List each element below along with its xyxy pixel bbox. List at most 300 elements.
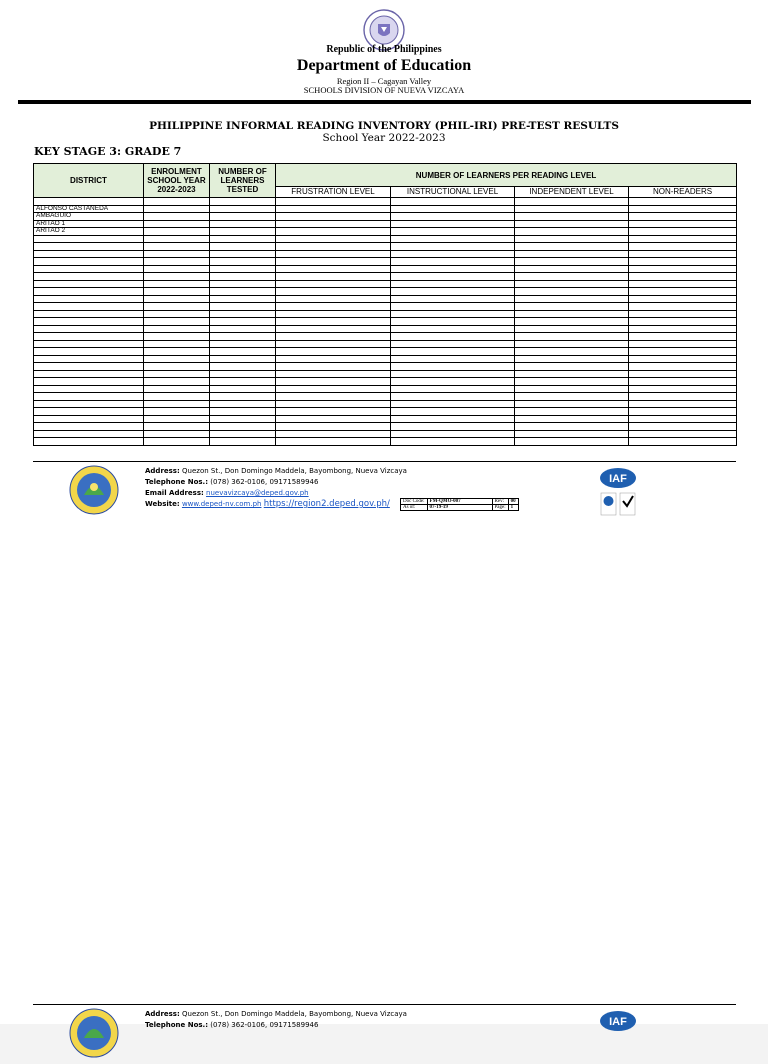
data-cell [210,348,276,356]
data-cell [144,243,210,251]
district-cell [34,348,144,356]
data-cell [391,258,515,266]
district-cell [34,288,144,296]
iaf-text: IAF [609,473,627,485]
district-cell: ARITAO 2 [34,228,144,236]
data-cell [391,423,515,431]
data-cell [210,325,276,333]
table-row [34,310,737,318]
table-row [34,280,737,288]
data-cell [210,340,276,348]
doc-code-table [400,498,519,511]
data-cell [515,198,629,206]
enrolment-header-line: SCHOOL YEAR [147,176,206,185]
district-cell: ALFONSO CASTANEDA [34,205,144,213]
data-cell [210,355,276,363]
data-cell [144,318,210,326]
phone-value: (078) 362-0106, 09171589946 [210,1021,319,1029]
data-cell [515,310,629,318]
data-cell [276,400,391,408]
table-row [34,288,737,296]
data-cell [210,423,276,431]
district-cell [34,325,144,333]
data-cell [210,430,276,438]
results-table [33,163,737,446]
table-row [34,220,737,228]
table-row [34,430,737,438]
data-cell [515,220,629,228]
data-cell [629,235,737,243]
data-cell [629,220,737,228]
table-row [34,438,737,446]
data-cell [210,228,276,236]
data-cell [144,220,210,228]
data-cell [391,243,515,251]
instructional-level-header: INSTRUCTIONAL LEVEL [391,187,515,198]
data-cell [276,295,391,303]
table-row [34,265,737,273]
header-divider [18,100,751,104]
data-cell [629,258,737,266]
data-cell [629,273,737,281]
data-cell [391,318,515,326]
data-cell [210,243,276,251]
data-cell [629,393,737,401]
data-cell [276,393,391,401]
data-cell [276,235,391,243]
table-row [34,235,737,243]
data-cell [515,400,629,408]
data-cell [629,205,737,213]
data-cell [210,333,276,341]
data-cell [515,258,629,266]
data-cell [391,198,515,206]
data-cell [391,280,515,288]
district-cell [34,250,144,258]
district-cell: AMBAGUIO [34,213,144,221]
data-cell [276,340,391,348]
district-cell [34,423,144,431]
data-cell [391,400,515,408]
data-cell [629,198,737,206]
website-link[interactable]: www.deped-nv.com.ph [181,500,262,508]
data-cell [391,385,515,393]
data-cell [276,303,391,311]
school-year: School Year 2022-2023 [322,132,446,144]
republic-label: Republic of the Philippines [326,44,442,55]
data-cell [515,235,629,243]
doc-code-label: Doc Code: [401,499,428,505]
district-cell: ARITAO 1 [34,220,144,228]
reading-level-group-header: NUMBER OF LEARNERS PER READING LEVEL [276,164,737,187]
data-cell [276,273,391,281]
data-cell [629,415,737,423]
data-cell [629,310,737,318]
data-cell [144,393,210,401]
data-cell [515,295,629,303]
data-cell [391,363,515,371]
data-cell [144,310,210,318]
data-cell [144,385,210,393]
data-cell [210,393,276,401]
data-cell [210,258,276,266]
data-cell [515,205,629,213]
district-cell [34,243,144,251]
data-cell [629,400,737,408]
data-cell [210,408,276,416]
data-cell [629,303,737,311]
table-row [34,295,737,303]
data-cell [391,355,515,363]
data-cell [276,348,391,356]
district-cell [34,198,144,206]
district-cell [34,430,144,438]
data-cell [515,378,629,386]
as-of-label: As of: [401,505,428,511]
district-cell [34,355,144,363]
data-cell [515,340,629,348]
data-cell [629,325,737,333]
data-cell [144,198,210,206]
data-cell [210,318,276,326]
phone-line [145,1020,407,1031]
data-cell [276,280,391,288]
tested-header-line: TESTED [226,185,259,194]
data-cell [144,423,210,431]
data-cell [276,310,391,318]
independent-level-header: INDEPENDENT LEVEL [515,187,629,198]
data-cell [629,340,737,348]
table-row [34,400,737,408]
data-cell [276,288,391,296]
data-cell [276,408,391,416]
data-cell [391,430,515,438]
data-cell [629,430,737,438]
data-cell [391,273,515,281]
data-cell [515,318,629,326]
data-cell [515,438,629,446]
data-cell [391,235,515,243]
email-line [145,488,407,499]
data-cell [629,348,737,356]
data-cell [391,295,515,303]
email-label: Email Address: [145,489,204,497]
iaf-text: IAF [609,1016,627,1028]
district-cell [34,310,144,318]
data-cell [144,265,210,273]
table-row [34,303,737,311]
data-cell [391,415,515,423]
district-cell [34,393,144,401]
table-row [34,243,737,251]
data-cell [515,348,629,356]
data-cell [391,340,515,348]
data-cell [629,355,737,363]
district-cell [34,303,144,311]
report-title: PHILIPPINE INFORMAL READING INVENTORY (PHIL-IRI) PRE-TEST RESULTS [149,120,619,132]
data-cell [515,243,629,251]
data-cell [515,228,629,236]
data-cell [144,303,210,311]
data-cell [276,378,391,386]
district-cell [34,438,144,446]
data-cell [515,280,629,288]
data-cell [210,220,276,228]
table-row [34,250,737,258]
data-cell [276,325,391,333]
table-row [34,213,737,221]
data-cell [515,370,629,378]
data-cell [210,265,276,273]
data-cell [515,213,629,221]
data-cell [210,235,276,243]
address-label: Address: [145,1010,180,1018]
data-cell [144,340,210,348]
footer-next-page [33,1004,736,1064]
data-cell [144,430,210,438]
district-cell [34,400,144,408]
table-row [34,333,737,341]
district-cell [34,340,144,348]
data-cell [629,213,737,221]
data-cell [629,288,737,296]
tested-header-line: NUMBER OF [218,167,267,176]
data-cell [210,213,276,221]
district-cell [34,280,144,288]
phone-value: (078) 362-0106, 09171589946 [210,478,319,486]
region-website-link[interactable]: https://region2.deped.gov.ph/ [263,499,390,509]
data-cell [629,318,737,326]
district-cell [34,235,144,243]
data-cell [144,438,210,446]
data-cell [391,205,515,213]
data-cell [391,303,515,311]
data-cell [391,213,515,221]
district-cell [34,408,144,416]
district-header: DISTRICT [34,164,144,198]
table-row [34,408,737,416]
iaf-certification-icon [598,1010,638,1062]
district-cell [34,385,144,393]
data-cell [276,438,391,446]
district-cell [34,295,144,303]
data-cell [515,303,629,311]
data-cell [144,288,210,296]
data-cell [210,303,276,311]
data-cell [276,355,391,363]
data-cell [210,280,276,288]
data-cell [144,415,210,423]
data-cell [391,370,515,378]
data-cell [210,295,276,303]
data-cell [629,280,737,288]
non-readers-header: NON-READERS [629,187,737,198]
district-cell [34,370,144,378]
data-cell [276,258,391,266]
data-cell [391,438,515,446]
data-cell [391,325,515,333]
as-of-value: 07-19-19 [427,505,492,511]
contact-info [145,466,407,510]
district-cell [34,273,144,281]
data-cell [144,333,210,341]
data-cell [276,430,391,438]
division-logo-icon [69,465,119,515]
website-line [145,499,407,510]
data-cell [144,228,210,236]
address-line [145,466,407,477]
data-cell [210,378,276,386]
data-cell [629,363,737,371]
data-cell [629,265,737,273]
data-cell [144,250,210,258]
data-cell [515,363,629,371]
footer-divider [33,1004,736,1005]
table-row [34,423,737,431]
district-cell [34,265,144,273]
data-cell [629,423,737,431]
tested-header [210,164,276,198]
data-cell [391,348,515,356]
page-value: 1 [508,505,518,511]
table-row [34,348,737,356]
address-line [145,1009,407,1020]
data-cell [391,228,515,236]
table-row [34,355,737,363]
tested-header-line: LEARNERS [220,176,265,185]
data-cell [276,423,391,431]
data-cell [144,295,210,303]
data-cell [144,370,210,378]
data-cell [515,265,629,273]
iaf-certification-icon [598,467,638,519]
data-cell [515,393,629,401]
data-cell [391,220,515,228]
table-row [34,415,737,423]
table-row [34,325,737,333]
data-cell [144,258,210,266]
division-logo-icon [69,1008,119,1058]
footer-divider [33,461,736,462]
table-row [34,363,737,371]
table-row [34,393,737,401]
data-cell [276,198,391,206]
data-cell [391,310,515,318]
data-cell [210,198,276,206]
data-cell [629,295,737,303]
data-cell [144,363,210,371]
data-cell [210,385,276,393]
data-cell [210,310,276,318]
table-row [34,198,737,206]
table-row [34,385,737,393]
phone-label: Telephone Nos.: [145,478,209,486]
data-cell [276,363,391,371]
data-cell [515,288,629,296]
data-cell [276,213,391,221]
data-cell [276,370,391,378]
data-cell [629,408,737,416]
address-value: Quezon St., Don Domingo Maddela, Bayombong, Nueva Vizcaya [182,467,407,475]
data-cell [210,363,276,371]
data-cell [515,273,629,281]
data-cell [629,438,737,446]
phone-label: Telephone Nos.: [145,1021,209,1029]
data-cell [391,288,515,296]
address-label: Address: [145,467,180,475]
table-body [34,198,737,446]
division-label: SCHOOLS DIVISION OF NUEVA VIZCAYA [303,85,465,95]
district-cell [34,258,144,266]
data-cell [276,243,391,251]
data-cell [391,265,515,273]
data-cell [210,250,276,258]
data-cell [210,288,276,296]
data-cell [391,378,515,386]
district-cell [34,378,144,386]
data-cell [276,415,391,423]
data-cell [629,370,737,378]
data-cell [629,333,737,341]
phone-line [145,477,407,488]
data-cell [144,400,210,408]
contact-info [145,1009,407,1031]
key-stage-label: KEY STAGE 3: GRADE 7 [34,145,182,158]
table-row [34,378,737,386]
data-cell [391,408,515,416]
page-label: Page: [492,505,508,511]
region-label: Region II – Cagayan Valley [336,76,432,86]
table-row [34,228,737,236]
data-cell [144,325,210,333]
data-cell [515,408,629,416]
rev-value: 00 [508,499,518,505]
data-cell [515,325,629,333]
data-cell [144,408,210,416]
footer [33,461,736,521]
district-cell [34,333,144,341]
data-cell [210,370,276,378]
data-cell [210,273,276,281]
data-cell [276,250,391,258]
data-cell [629,228,737,236]
department-title: Department of Education [296,57,472,74]
data-cell [276,228,391,236]
data-cell [210,205,276,213]
data-cell [144,348,210,356]
data-cell [144,273,210,281]
table-row [34,370,737,378]
data-cell [629,250,737,258]
data-cell [276,205,391,213]
rev-label: Rev: [492,499,508,505]
website-label: Website: [145,500,180,508]
table-row [34,340,737,348]
data-cell [144,280,210,288]
data-cell [144,213,210,221]
frustration-level-header: FRUSTRATION LEVEL [276,187,391,198]
address-value: Quezon St., Don Domingo Maddela, Bayombong, Nueva Vizcaya [182,1010,407,1018]
data-cell [515,430,629,438]
data-cell [629,243,737,251]
enrolment-header [144,164,210,198]
data-cell [515,385,629,393]
email-link[interactable]: nuevavizcaya@deped.gov.ph [206,489,309,497]
data-cell [515,355,629,363]
data-cell [210,400,276,408]
data-cell [276,385,391,393]
data-cell [144,235,210,243]
